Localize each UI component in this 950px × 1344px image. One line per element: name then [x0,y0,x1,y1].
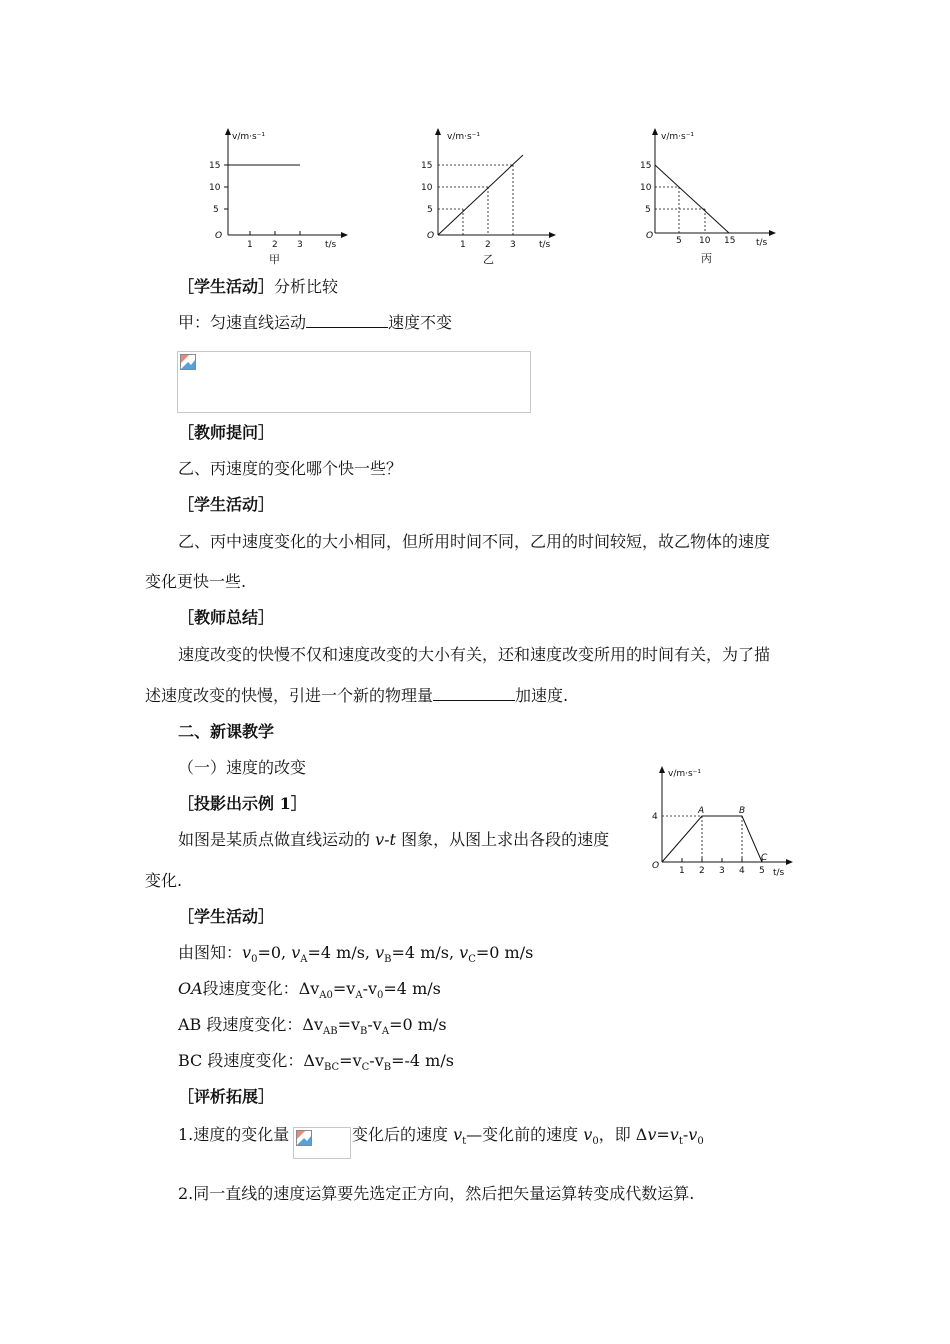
sub: A0 [319,990,333,1002]
sub: BC [323,1062,340,1074]
formula: -v [367,1015,382,1034]
example-line-1 [178,830,609,850]
x-tick-1: 1 [460,240,466,250]
sub: C [468,954,476,966]
projection-heading: ［投影出示例 1］ [178,794,307,813]
given-line [178,943,533,970]
sub: 0 [697,1136,704,1148]
point-text: 变化后的速度 [352,1125,454,1144]
vc-symbol: v [459,943,469,962]
x-axis-label: t/s [773,868,785,878]
point-1-a: 1.速度的变化量 [178,1125,290,1144]
x-axis-label: t/s [325,240,337,250]
analysis-text: 分析比较 [274,277,339,296]
student-activity-heading-1 [178,277,338,297]
x-tick-3: 3 [719,866,725,876]
summary-line-1: 速度改变的快慢不仅和速度改变的大小有关，还和速度改变所用的时间有关，为了描 [178,645,771,664]
vb-value: =4 m/s, [391,943,460,962]
origin-label: O [215,231,223,241]
section-heading-2: 二、新课教学 [178,722,275,741]
vt-symbol: v [669,1125,679,1144]
summary-text-b: 加速度. [515,686,569,705]
x-tick-3: 3 [510,240,516,250]
series-line [655,165,729,233]
chart-caption: 乙 [483,253,494,266]
point-1-b [352,1125,704,1152]
bc-line [178,1051,454,1078]
formula-value: =4 m/s [383,979,441,998]
point-2: 2.同一直线的速度运算要先选定正方向，然后把矢量运算转变成代数运算. [178,1184,695,1203]
example-text-end: 图象，从图上求出各段的速度 [395,830,610,849]
y-axis-label: v/m·s⁻¹ [668,769,702,779]
formula: =v [337,1015,361,1034]
oa-label: OA [178,979,203,998]
fill-blank[interactable] [306,313,388,328]
chart-caption: 甲 [269,253,280,266]
x-tick-2: 2 [699,866,705,876]
y-axis-label: v/m·s⁻¹ [447,132,481,142]
sub: A [355,990,363,1002]
student-activity-heading-2: ［学生活动］ [178,495,275,514]
sub: B [383,1062,392,1074]
formula: -v [362,979,378,998]
t-symbol: t [389,830,396,849]
y-tick-10: 10 [421,183,433,193]
x-tick-3: 3 [297,240,303,250]
minus: - [682,1125,689,1144]
evaluate-heading: ［评析拓展］ [178,1087,275,1106]
x-tick-5: 5 [676,236,682,246]
y-axis-label: v/m·s⁻¹ [661,132,695,142]
example-text: 如图是某质点做直线运动的 [178,830,376,849]
v-symbol: v [375,830,385,849]
formula: =v [339,1051,362,1070]
chart-jia [195,125,355,270]
x-tick-2: 2 [272,240,278,250]
student-activity-heading-3: ［学生活动］ [178,907,275,926]
oa-line [178,979,441,1006]
sub: C [361,1062,370,1074]
chart-caption: 丙 [701,252,712,265]
sub: 0 [377,990,384,1002]
formula-value: =0 m/s [389,1015,447,1034]
broken-image-placeholder-inline [293,1127,351,1159]
v-symbol: v [647,1125,657,1144]
point-text: —变化前的速度 [466,1125,584,1144]
broken-image-icon [296,1130,312,1146]
ab-line [178,1015,447,1042]
given-prefix: 由图知： [178,943,243,962]
summary-line-2 [145,686,568,706]
y-axis-label: v/m·s⁻¹ [232,132,266,142]
x-tick-15: 15 [724,236,736,246]
formula: Δv [298,979,320,998]
va-value: =4 m/s, [307,943,376,962]
teacher-question-heading: ［教师提问］ [178,423,275,442]
subsection-heading: （一）速度的改变 [178,758,307,777]
vb-symbol: v [375,943,385,962]
broken-image-placeholder [177,351,531,413]
v0-symbol: v [583,1125,593,1144]
jia-text-b: 速度不变 [388,313,453,332]
fill-blank[interactable] [433,686,515,701]
origin-label: O [652,861,660,871]
v0-value: =0, [257,943,292,962]
formula-value: =-4 m/s [391,1051,454,1070]
sub: A [381,1026,390,1038]
formula: Δv [303,1051,324,1070]
y-tick-5: 5 [213,205,219,215]
x-axis-label: t/s [539,240,551,250]
sub: 0 [251,954,258,966]
jia-text-a: 甲：匀速直线运动 [178,313,307,332]
sub: A [300,954,308,966]
x-tick-1: 1 [679,866,685,876]
x-tick-4: 4 [739,866,745,876]
origin-label: O [646,231,654,241]
y-tick-15: 15 [209,161,221,171]
dash: - [384,830,390,849]
broken-image-icon [180,354,196,370]
chart-example-vt [640,760,800,880]
v0-symbol: v [688,1125,698,1144]
y-tick-10: 10 [640,183,652,193]
chart-yi [405,125,570,270]
ab-text: AB 段速度变化： [178,1015,303,1034]
example-line-2: 变化. [145,871,183,890]
v0-symbol: v [242,943,252,962]
sub: 0 [592,1136,599,1148]
y-tick-15: 15 [421,161,433,171]
point-label-a: A [698,806,705,816]
chart-bing [625,125,785,270]
x-tick-5: 5 [759,866,765,876]
answer-line-1: 乙、丙中速度变化的大小相同，但所用时间不同，乙用的时间较短，故乙物体的速度 [178,532,771,551]
heading-text: ［学生活动］ [178,277,275,296]
formula: -v [369,1051,384,1070]
summary-text-a: 述速度改变的快慢，引进一个新的物理量 [145,686,434,705]
bc-text: BC 段速度变化： [178,1051,304,1070]
y-tick-4: 4 [652,812,658,822]
point-text: ，即 Δ [598,1125,648,1144]
sub: B [360,1026,368,1038]
oa-text: 段速度变化： [202,979,299,998]
point-label-c: C [761,853,768,863]
x-axis-label: t/s [756,238,768,248]
y-tick-5: 5 [645,205,651,215]
sub: t [678,1136,683,1148]
y-tick-5: 5 [427,205,433,215]
series-line [662,816,762,862]
sub: AB [323,1026,338,1038]
point-label-b: B [739,806,746,816]
teacher-summary-heading: ［教师总结］ [178,608,275,627]
x-tick-2: 2 [485,240,491,250]
series-line [438,155,523,235]
origin-label: O [427,231,435,241]
x-tick-10: 10 [699,236,711,246]
vc-value: =0 m/s [475,943,534,962]
vt-symbol: v [453,1125,463,1144]
y-tick-15: 15 [640,161,652,171]
formula: =v [332,979,356,998]
sub: t [462,1136,467,1148]
va-symbol: v [291,943,301,962]
y-tick-10: 10 [209,183,221,193]
answer-line-2: 变化更快一些. [145,572,247,591]
sub: B [384,954,392,966]
formula: Δv [302,1015,323,1034]
jia-line [178,313,452,333]
question-text: 乙、丙速度的变化哪个快一些？ [178,459,403,478]
x-tick-1: 1 [247,240,253,250]
eq: = [656,1125,670,1144]
